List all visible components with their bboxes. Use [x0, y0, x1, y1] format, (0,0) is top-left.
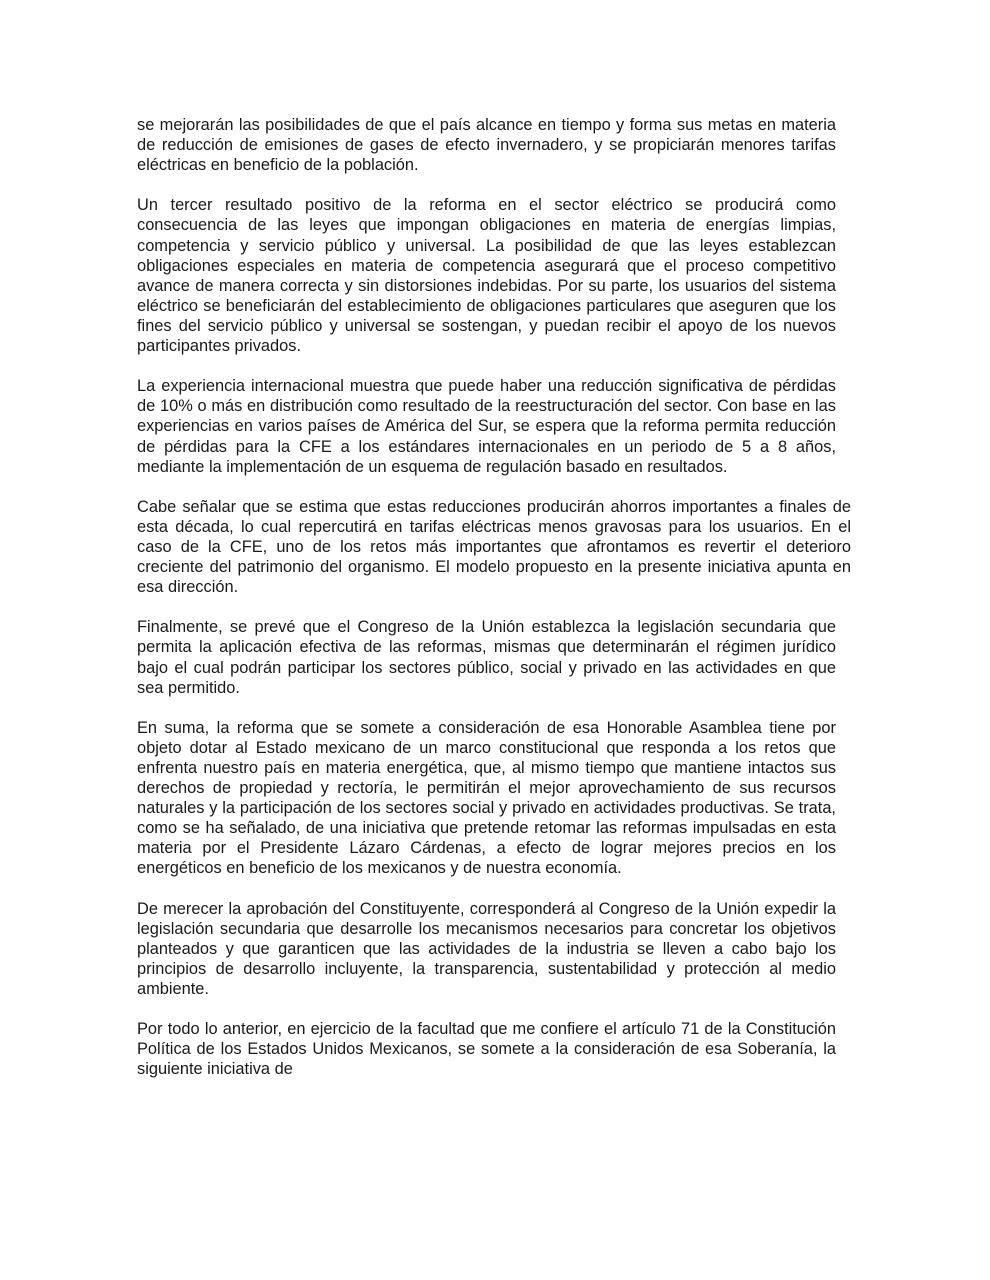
paragraph-secondary-legislation: Finalmente, se prevé que el Congreso de la Unión establezca la legislación secundaria que permita la aplicación efectiva de las reformas, mismas que determinarán el régimen jurídico bajo el cual podrán participar los sectores público, social y privado en las actividades en que sea permitido. [137, 618, 836, 697]
paragraph-savings-cfe: Cabe señalar que se estima que estas reducciones producirán ahorros importantes a finales de esta década, lo cual repercutirá en tarifas eléctricas menos gravosas para los usuarios. En el caso de la CFE, uno de los retos más importantes que afrontamos es revertir el deterioro creciente del patrimonio del organismo. El modelo propuesto en la presente iniciativa apunta en esa dirección. [137, 497, 851, 597]
document-body [137, 115, 851, 1100]
paragraph-constituent-approval: De merecer la aprobación del Constituyente, corresponderá al Congreso de la Unión expedir la legislación secundaria que desarrolle los mecanismos necesarios para concretar los objetivos planteados y que garanticen que las actividades de la industria se lleven a cabo bajo los principios de desarrollo incluyente, la transparencia, sustentabilidad y protección al medio ambiente. [137, 899, 836, 999]
paragraph-initiative-presentation: Por todo lo anterior, en ejercicio de la facultad que me confiere el artículo 71 de la Constitución Política de los Estados Unidos Mexicanos, se somete a la consideración de esa Soberanía, la siguiente iniciativa de [137, 1020, 836, 1079]
paragraph-international-experience: La experiencia internacional muestra que puede haber una reducción significativa de pérdidas de 10% o más en distribución como resultado de la reestructuración del sector. Con base en las experiencias en varios países de América del Sur, se espera que la reforma permita reducción de pérdidas para la CFE a los estándares internacionales en un periodo de 5 a 8 años, mediante la implementación de un esquema de regulación basado en resultados. [137, 377, 836, 476]
paragraph-emissions-tariffs: se mejorarán las posibilidades de que el país alcance en tiempo y forma sus metas en materia de reducción de emisiones de gases de efecto invernadero, y se propiciarán menores tarifas eléctricas en beneficio de la población. [137, 116, 836, 175]
paragraph-summary-reform: En suma, la reforma que se somete a consideración de esa Honorable Asamblea tiene por objeto dotar al Estado mexicano de un marco constitucional que responda a los retos que enfrenta nuestro país en materia energética, que, al mismo tiempo que mantiene intactos sus derechos de propiedad y rectoría, le permitirán el mejor aprovechamiento de sus recursos naturales y la participación de los sectores social y privado en actividades productivas. Se trata, como se ha señalado, de una iniciativa que pretende retomar las reformas impulsadas en esta materia por el Presidente Lázaro Cárdenas, a efecto de lograr mejores precios en los energéticos en beneficio de los mexicanos y de nuestra economía. [137, 718, 836, 878]
paragraph-third-result: Un tercer resultado positivo de la reforma en el sector eléctrico se producirá como consecuencia de las leyes que impongan obligaciones en materia de energías limpias, competencia y servicio público y universal. La posibilidad de que las leyes establezcan obligaciones especiales en materia de competencia asegurará que el proceso competitivo avance de manera correcta y sin distorsiones indebidas. Por su parte, los usuarios del sistema eléctrico se beneficiarán del establecimiento de obligaciones particulares que aseguren que los fines del servicio público y universal se sostengan, y puedan recibir el apoyo de los nuevos participantes privados. [137, 196, 836, 356]
